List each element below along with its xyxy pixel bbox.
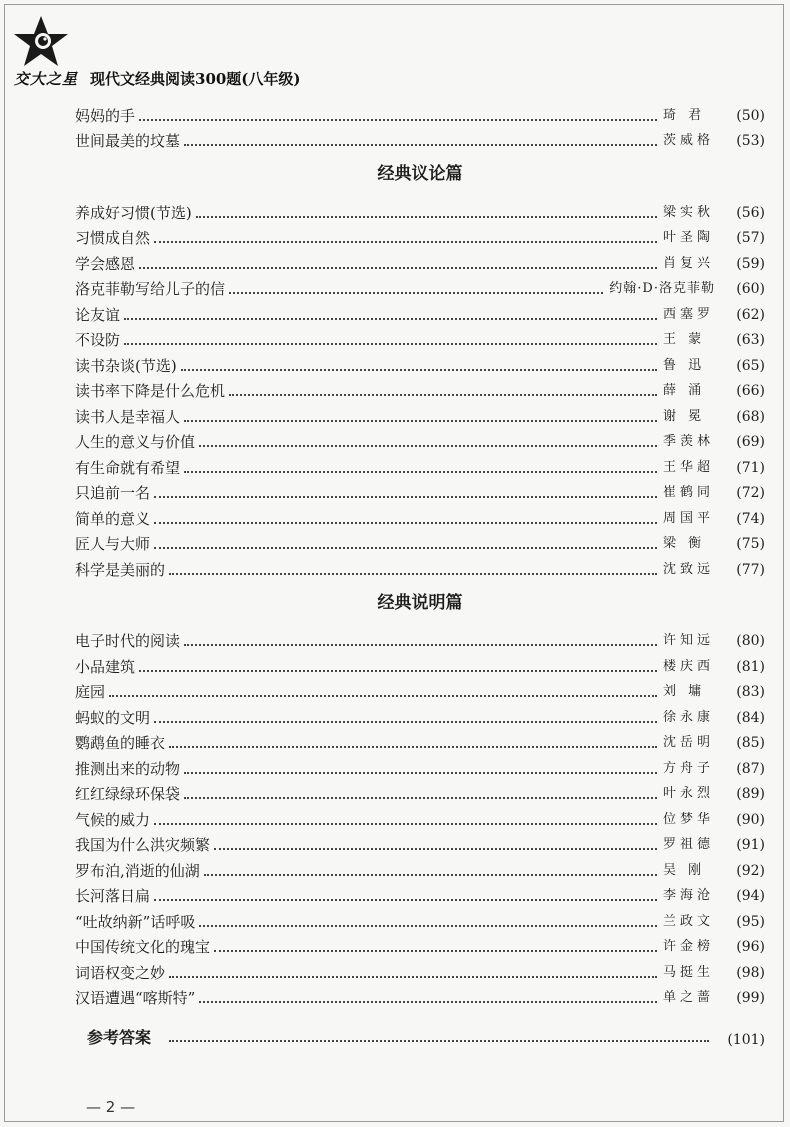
leader-dots	[214, 950, 657, 952]
leader-dots	[204, 874, 657, 876]
leader-dots	[109, 695, 657, 697]
entry-page: (63)	[736, 332, 765, 348]
entry-page: (62)	[736, 306, 765, 323]
toc-entry[interactable]	[75, 503, 765, 529]
leader-dots	[229, 292, 603, 294]
entry-title: 红红绿绿环保袋	[75, 785, 181, 803]
leader-dots	[199, 925, 657, 927]
entry-title: 气候的威力	[75, 810, 151, 829]
entry-title: 不设防	[75, 331, 121, 349]
leader-dots	[154, 823, 657, 825]
entry-page: (95)	[736, 913, 765, 930]
entry-title: 学会感恩	[75, 254, 136, 273]
entry-page: (80)	[736, 633, 765, 649]
entry-page: (59)	[736, 255, 765, 272]
entry-title: 人生的意义与价值	[75, 433, 196, 451]
entry-title: 蚂蚁的文明	[75, 708, 151, 727]
entry-page: (91)	[736, 837, 765, 853]
toc-entry[interactable]	[75, 830, 765, 856]
entry-author: 梁实秋	[663, 204, 715, 220]
entry-title: 推测出来的动物	[75, 759, 181, 778]
toc-entry[interactable]	[75, 126, 765, 152]
entry-title: 电子时代的阅读	[75, 632, 181, 650]
leader-dots	[214, 848, 657, 850]
toc-entry[interactable]	[75, 197, 765, 223]
entry-page: (84)	[736, 709, 765, 726]
entry-author: 肖复兴	[663, 255, 715, 271]
entry-title: 鹦鹉鱼的睡衣	[75, 734, 166, 752]
toc-entry[interactable]	[75, 881, 765, 907]
leader-dots	[169, 573, 657, 575]
entry-title: 小品建筑	[75, 657, 136, 676]
entry-author: 鲁 迅	[663, 357, 706, 373]
entry-author: 王 蒙	[663, 332, 706, 347]
toc-entry[interactable]	[75, 651, 765, 677]
toc-entry[interactable]	[75, 626, 765, 652]
entry-title: 庭园	[75, 683, 106, 701]
leader-dots	[196, 216, 657, 218]
entry-author: 许知远	[663, 633, 715, 648]
leader-dots	[184, 797, 657, 799]
leader-dots	[184, 772, 657, 774]
toc-entry[interactable]	[75, 299, 765, 325]
entry-author: 沈致远	[663, 561, 715, 577]
entry-page: (81)	[736, 658, 765, 675]
entry-page: (53)	[736, 133, 765, 149]
toc-entry[interactable]	[75, 100, 765, 126]
entry-author: 周国平	[663, 510, 715, 526]
entry-author: 叶圣陶	[663, 230, 715, 245]
entry-page: (85)	[736, 735, 765, 751]
entry-author: 琦 君	[663, 107, 706, 123]
entry-author: 李海沧	[663, 888, 715, 903]
entry-author: 方舟子	[663, 760, 715, 776]
entry-page: (50)	[736, 107, 765, 124]
entry-page: (99)	[736, 990, 765, 1006]
entry-author: 马挺生	[663, 964, 715, 980]
entry-author: 崔鹤同	[663, 485, 715, 500]
entry-page: (89)	[736, 786, 765, 802]
entry-page: (98)	[736, 964, 765, 981]
logo-text: 交大之星	[14, 70, 79, 88]
entry-page: (74)	[736, 510, 765, 527]
toc-entry[interactable]	[75, 554, 765, 580]
entry-title: “吐故纳新”话呼吸	[75, 912, 196, 931]
entry-author: 楼庆西	[663, 658, 715, 674]
entry-title: 中国传统文化的瑰宝	[75, 938, 211, 956]
entry-page: (71)	[736, 459, 765, 476]
entry-page: (96)	[736, 939, 765, 955]
leader-dots	[154, 899, 657, 901]
entry-author: 刘 墉	[663, 684, 706, 699]
entry-page: (72)	[736, 485, 765, 501]
leader-dots	[184, 471, 657, 473]
leader-dots	[199, 445, 657, 447]
toc-entry[interactable]	[75, 376, 765, 402]
entry-author: 王华超	[663, 459, 715, 475]
section-heading-argumentative: 经典议论篇	[377, 164, 463, 184]
entry-page: (60)	[736, 281, 765, 297]
leader-dots	[184, 644, 657, 646]
entry-author: 罗祖德	[663, 837, 715, 852]
leader-dots	[169, 1040, 709, 1042]
entry-author: 吴 刚	[663, 862, 706, 878]
entry-title: 只追前一名	[75, 484, 151, 502]
leader-dots	[169, 746, 657, 748]
entry-author: 叶永烈	[663, 786, 715, 801]
toc-entry[interactable]	[75, 452, 765, 478]
entry-title: 我国为什么洪灾频繁	[75, 836, 211, 854]
entry-page: (69)	[736, 434, 765, 450]
entry-title: 匠人与大师	[75, 535, 151, 553]
leader-dots	[124, 318, 657, 320]
entry-page: (77)	[736, 561, 765, 578]
entry-title: 读书杂谈(节选)	[75, 356, 177, 375]
entry-author: 季羡林	[663, 434, 715, 449]
entry-title: 科学是美丽的	[75, 560, 166, 579]
toc-entry[interactable]	[75, 677, 765, 703]
entry-title: 读书人是幸福人	[75, 407, 181, 426]
leader-dots	[229, 394, 657, 396]
entry-author: 梁 衡	[663, 536, 706, 551]
entry-page: (66)	[736, 383, 765, 399]
toc-entry[interactable]	[75, 753, 765, 779]
leader-dots	[169, 976, 657, 978]
entry-author: 薛 涌	[663, 383, 706, 398]
entry-title: 长河落日扁	[75, 887, 151, 905]
entry-title: 洛克菲勒写给儿子的信	[75, 280, 226, 298]
entry-page: (57)	[736, 230, 765, 246]
toc-entry[interactable]	[75, 804, 765, 830]
entry-author: 茨威格	[663, 133, 715, 148]
answers-page: (101)	[727, 1032, 765, 1048]
entry-author: 徐永康	[663, 709, 715, 725]
entry-author: 约翰·D·洛克菲勒	[609, 281, 715, 296]
entry-author: 许金榜	[663, 939, 715, 954]
entry-page: (94)	[736, 888, 765, 904]
page-number: — 2 —	[86, 1098, 136, 1116]
toc-entry[interactable]	[75, 325, 765, 351]
leader-dots	[154, 547, 657, 549]
toc-section-2	[75, 197, 765, 580]
page-header	[0, 0, 790, 90]
entry-title: 习惯成自然	[75, 229, 151, 247]
toc-entry[interactable]	[75, 957, 765, 983]
toc-entry[interactable]	[75, 478, 765, 504]
entry-page: (75)	[736, 536, 765, 552]
toc-entry[interactable]	[75, 350, 765, 376]
entry-title: 罗布泊,消逝的仙湖	[75, 861, 200, 880]
entry-author: 兰政文	[663, 913, 715, 929]
toc-entry[interactable]	[75, 855, 765, 881]
toc-entry[interactable]	[75, 983, 765, 1009]
leader-dots	[184, 420, 657, 422]
leader-dots	[154, 721, 657, 723]
entry-page: (92)	[736, 862, 765, 879]
leader-dots	[139, 267, 657, 269]
toc-entry[interactable]	[75, 223, 765, 249]
entry-page: (65)	[736, 357, 765, 374]
entry-page: (83)	[736, 684, 765, 700]
leader-dots	[199, 1001, 657, 1003]
entry-page: (87)	[736, 760, 765, 777]
leader-dots	[154, 496, 657, 498]
toc-entry[interactable]	[75, 401, 765, 427]
leader-dots	[181, 369, 657, 371]
entry-title: 养成好习惯(节选)	[75, 203, 192, 222]
toc-entry[interactable]	[75, 779, 765, 805]
toc-entry[interactable]	[75, 529, 765, 555]
entry-page: (68)	[736, 408, 765, 425]
table-of-contents	[75, 100, 765, 1048]
section-heading-expository: 经典说明篇	[377, 592, 463, 613]
answers-title: 参考答案	[87, 1028, 152, 1047]
entry-title: 妈妈的手	[75, 106, 136, 125]
toc-section-3	[75, 626, 765, 1009]
toc-entry[interactable]	[75, 274, 765, 300]
leader-dots	[154, 522, 657, 524]
toc-entry[interactable]	[75, 248, 765, 274]
toc-entry[interactable]	[75, 427, 765, 453]
leader-dots	[184, 144, 657, 146]
toc-entry[interactable]	[75, 728, 765, 754]
entry-title: 词语权变之妙	[75, 963, 166, 982]
entry-title: 论友谊	[75, 305, 121, 324]
entry-author: 单之蔷	[663, 990, 715, 1005]
toc-entry[interactable]	[75, 932, 765, 958]
entry-title: 读书率下降是什么危机	[75, 382, 226, 400]
entry-author: 西塞罗	[663, 306, 715, 322]
entry-page: (56)	[736, 204, 765, 221]
leader-dots	[139, 670, 657, 672]
entry-author: 沈岳明	[663, 735, 715, 750]
entry-title: 有生命就有希望	[75, 458, 181, 477]
toc-entry[interactable]	[75, 906, 765, 932]
series-title: 现代文经典阅读300题(八年级)	[90, 70, 301, 88]
entry-title: 汉语遭遇“喀斯特”	[75, 989, 196, 1007]
entry-page: (90)	[736, 811, 765, 828]
answers-entry[interactable]	[75, 1018, 765, 1048]
leader-dots	[139, 119, 657, 121]
entry-title: 世间最美的坟墓	[75, 132, 181, 150]
leader-dots	[124, 343, 657, 345]
star-logo-icon	[10, 14, 72, 70]
entry-author: 谢 冕	[663, 408, 706, 424]
toc-entry[interactable]	[75, 702, 765, 728]
toc-section-1	[75, 100, 765, 151]
entry-author: 位梦华	[663, 811, 715, 827]
leader-dots	[154, 241, 657, 243]
entry-title: 简单的意义	[75, 509, 151, 528]
